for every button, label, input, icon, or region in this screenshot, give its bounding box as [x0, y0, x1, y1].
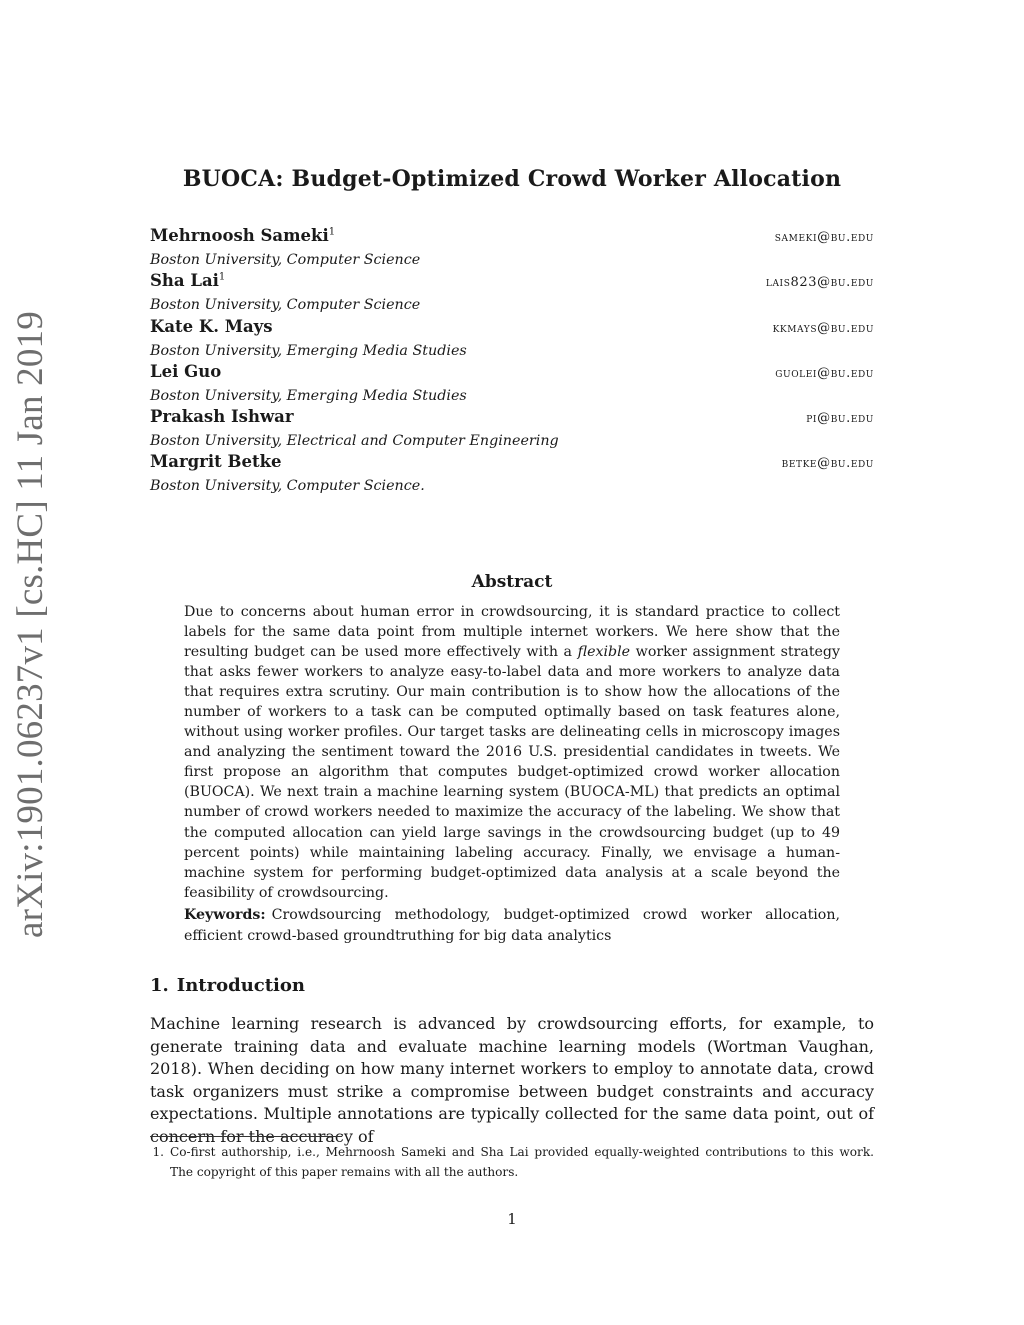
- author-name: Margrit Betke: [150, 452, 282, 472]
- author-name: Mehrnoosh Sameki$^1$: [150, 226, 336, 245]
- author-email: lais823@bu.edu: [765, 275, 874, 291]
- author-affiliation: Boston University, Computer Science: [150, 252, 421, 268]
- author-affiliation: Boston University, Computer Science.: [150, 478, 425, 495]
- page-number: 1: [507, 1210, 517, 1228]
- abstract-text: Due to concerns about human error in crowdsourcing, it is standard practice to collect labels for the same data point from multiple internet workers. We here show that the resulting budget can be used more effectively with a flexible worker assignment strategy that asks fewer workers to analyze easy-to-label data and more workers to analyze data that requires extra scrutiny. Our main contribution is to show how the allocations of the number of workers to a task can be computed optimally based on task features alone, without using worker profiles. Our target tasks are delineating cells in microscopy images and analyzing the sentiment toward the 2016 U.S. presidential candidates in tweets. We first propose an algorithm that computes budget-optimized crowd worker allocation (BUOCA). We next train a machine learning system (BUOCA-ML) that predicts an optimal number of crowd workers needed to maximize the accuracy of the labeling. We show that the computed allocation can yield large savings in the crowdsourcing budget (up to 49 percent points) while maintaining labeling accuracy. Finally, we envisage a human-machine system for performing budget-optimized data analysis at a scale beyond the feasibility of crowdsourcing.: [184, 604, 841, 901]
- author-block: [150, 452, 874, 497]
- author-name: Sha Lai$^1$: [150, 271, 226, 291]
- author-footnote-mark: 1: [328, 226, 336, 238]
- arxiv-identifier-stamp: arXiv:1901.06237v1 [cs.HC] 11 Jan 2019: [10, 311, 51, 939]
- author-affiliation: Boston University, Emerging Media Studies: [150, 387, 467, 404]
- abstract-heading: Abstract: [471, 572, 553, 592]
- author-name: Lei Guo: [150, 361, 222, 381]
- author-email: kkmays@bu.edu: [772, 320, 874, 336]
- author-email: pi@bu.edu: [806, 411, 874, 427]
- paper-title: BUOCA: Budget-Optimized Crowd Worker Allocation: [182, 166, 842, 192]
- section-title: Introduction: [176, 975, 305, 996]
- author-block: [150, 362, 874, 407]
- author-list: [150, 226, 874, 498]
- keywords: [184, 905, 840, 946]
- author-block: [150, 407, 874, 452]
- footnote-divider: [150, 1136, 342, 1137]
- author-email: sameki@bu.edu: [774, 230, 874, 245]
- author-affiliation: Boston University, Computer Science: [150, 297, 421, 314]
- section-heading: [150, 975, 305, 996]
- footnote: [150, 1143, 874, 1182]
- author-block: [150, 226, 874, 271]
- author-name: Kate K. Mays: [150, 316, 273, 336]
- footnote-mark: 1.: [152, 1145, 164, 1159]
- keywords-label: Keywords:: [184, 907, 266, 923]
- author-email: betke@bu.edu: [781, 456, 874, 472]
- section-number: 1.: [150, 975, 169, 996]
- footnote-text: Co-first authorship, i.e., Mehrnoosh Sameki and Sha Lai provided equally-weighted contributions to this work. The copyright of this paper remains with all the authors.: [170, 1145, 874, 1179]
- introduction-text: Machine learning research is advanced by crowdsourcing efforts, for example, to generate training data and evaluate machine learning models (Wortman Vaughan, 2018). When deciding on how many internet workers to employ to annotate data, crowd task organizers must strike a compromise between budget constraints and accuracy expectations. Multiple annotations are typically collected for the same data point, out of concern for the accuracy of: [150, 1014, 874, 1146]
- keywords-text: Crowdsourcing methodology, budget-optimized crowd worker allocation, efficient crowd-based groundtruthing for big data analytics: [184, 907, 840, 944]
- author-block: [150, 271, 874, 316]
- author-affiliation: Boston University, Electrical and Computer Engineering: [150, 433, 559, 450]
- abstract-emphasis: flexible: [577, 644, 631, 661]
- author-block: [150, 317, 874, 362]
- author-email: guolei@bu.edu: [775, 365, 874, 381]
- author-footnote-mark: 1: [218, 271, 226, 283]
- author-affiliation: Boston University, Emerging Media Studies: [150, 342, 467, 359]
- author-name: Prakash Ishwar: [150, 407, 294, 427]
